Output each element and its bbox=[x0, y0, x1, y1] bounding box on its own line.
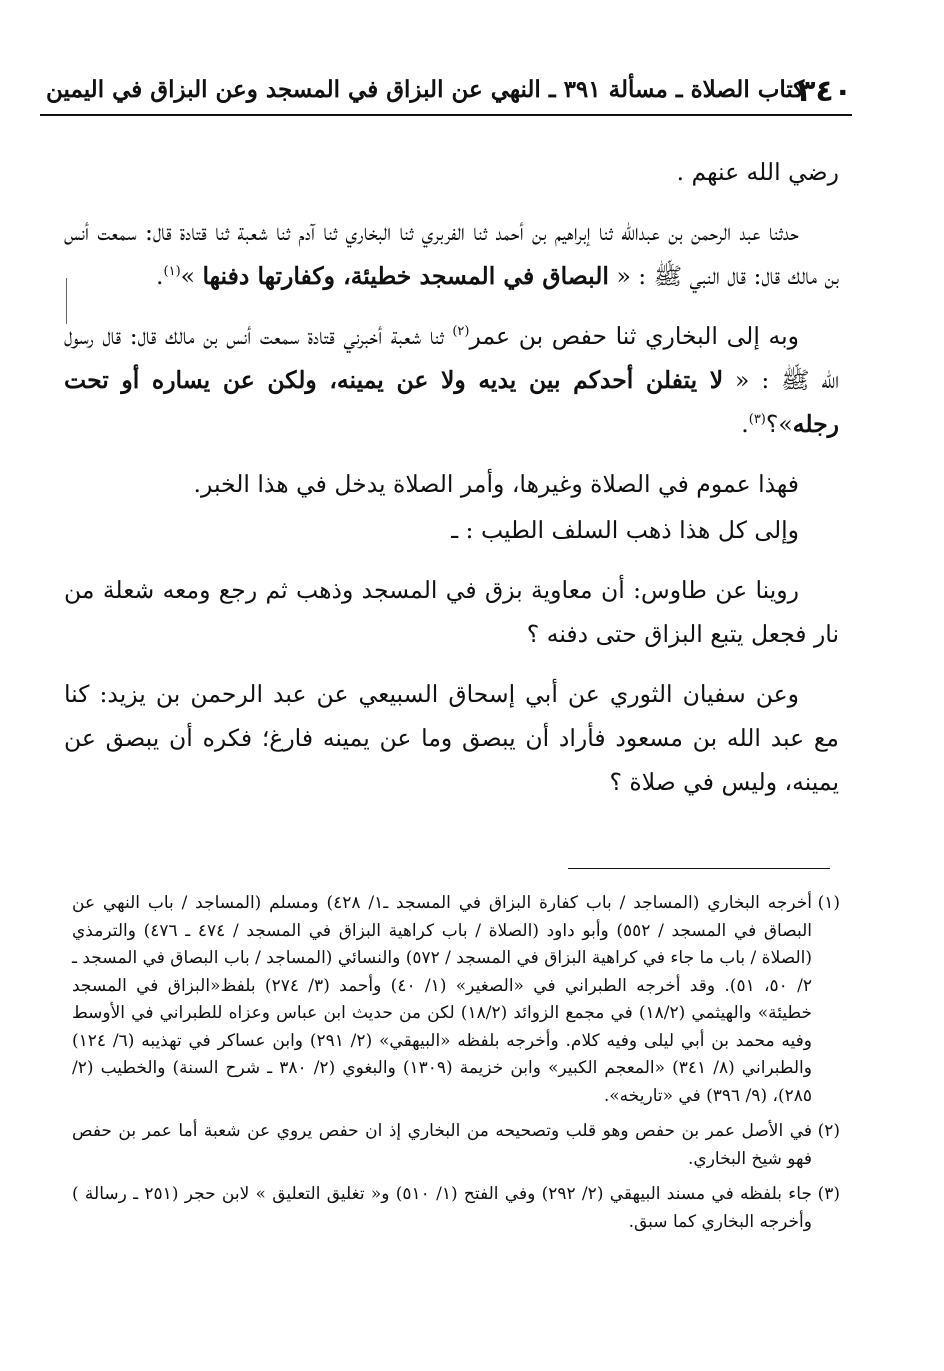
paragraph-7: وعن سفيان الثوري عن أبي إسحاق السبيعي عن عبد الرحمن بن يزيد: كنا مع عبد الله بن مسعود فأراد أن يبصق وما عن يمينه فارغ؛ فكره أن يبصق عن يمينه، وليس في صلاة ؟ bbox=[64, 680, 839, 796]
footnote-ref-2: (٢) bbox=[452, 324, 470, 340]
footnote-3 bbox=[72, 1181, 840, 1236]
paragraph-6: روينا عن طاوس: أن معاوية بزق في المسجد وذهب ثم رجع ومعه شعلة من نار فجعل يتبع البزاق حتى دفنه ؟ bbox=[64, 576, 839, 648]
paragraph-3 bbox=[64, 314, 839, 446]
footnote-number: (٣) bbox=[817, 1184, 840, 1204]
paragraph-1: رضي الله عنهم . bbox=[676, 158, 839, 186]
footnote-separator bbox=[568, 868, 830, 869]
isnad-text: وبه إلى البخاري ثنا حفص بن عمر bbox=[469, 322, 799, 350]
footnote-ref-3: (٣) bbox=[748, 412, 766, 428]
main-text bbox=[64, 150, 839, 820]
paragraph-2 bbox=[64, 210, 839, 298]
hadith-text: البصاق في المسجد خطيئة، وكفارتها دفنها bbox=[202, 262, 609, 290]
paragraph-4: فهذا عموم في الصلاة وغيرها، وأمر الصلاة يدخل في هذا الخبر. bbox=[193, 470, 799, 498]
footnote-text: جاء بلفظه في مسند البيهقي (٢/ ٢٩٢) وفي الفتح (١/ ٥١٠) و« تغليق التعليق » لابن حجر (٢٥١ ـ رسالة ) وأخرجه البخاري كما سبق. bbox=[72, 1184, 812, 1232]
footnote-ref-1: (١) bbox=[163, 264, 181, 280]
footnotes bbox=[72, 890, 840, 1244]
running-title: كتاب الصلاة ـ مسألة ٣٩١ ـ النهي عن البزاق في المسجد وعن البزاق في اليمين bbox=[46, 76, 805, 103]
footnote-text: أخرجه البخاري (المساجد / باب كفارة البزاق في المسجد ـ١/ ٤٢٨) ومسلم (المساجد / باب النهي عن البصاق في المسجد / ٥٥٢) وأبو داود (الصلاة / باب كراهية البزاق في المسجد / ٤٧٤ ـ ٤٧٦) والترمذي (الصلاة / باب ما جاء في كراهية البزاق في المسجد / ٥٧٢) والنسائي (المساجد / باب البصاق في المسجد ـ ٢/ ٥٠، ٥١). وقد أخرجه الطبراني في «الصغير» (١/ ٤٠) وأحمد (٣/ ٢٧٤) بلفظ«البزاق في المسجد خطيئة» والهيثمي (١٨/٢) في مجمع الزوائد (١٨/٢) لكن من حديث ابن عباس وعزاه للطبراني في الأوسط وفيه محمد بن أبي ليلى وفيه كلام. وأخرجه بلفظه «البيهقي» (٢/ ٢٩١) وابن عساكر في تهذيبه (٦/ ١٢٤) والطبراني (٨/ ٣٤١) «المعجم الكبير» وابن خزيمة (١٣٠٩) والبغوي (٢/ ٣٨٠ ـ شرح السنة) والخطيب (٢/ ٢٨٥)، (٩/ ٣٩٦) في «تاريخه». bbox=[72, 893, 813, 1106]
footnote-2 bbox=[72, 1118, 840, 1173]
isnad-text: حدثنا عبد الرحمن بن عبدالله ثنا إبراهيم بن أحمد ثنا الفربري ثنا البخاري ثنا آدم ثنا شعبة ثنا قتادة قال: سمعت أنس بن مالك قال: قال النبي ﷺ : « bbox=[64, 218, 839, 290]
isnad-text-cont: ثنا شعبة أخبرني قتادة سمعت أنس بن مالك قال: قال رسول الله ﷺ : « bbox=[64, 322, 839, 394]
footnote-number: (٢) bbox=[817, 1121, 840, 1141]
footnote-text: في الأصل عمر بن حفص وهو قلب وتصحيحه من البخاري إذ ان حفص يروي عن شعبة أما عمر بن حفص فهو شيخ البخاري. bbox=[72, 1121, 812, 1169]
hadith-text: لا يتفلن أحدكم بين يديه ولا عن يمينه، ولكن عن يساره أو تحت رجله bbox=[64, 366, 839, 438]
quote-close: »؟ bbox=[765, 410, 793, 438]
period: . bbox=[741, 410, 749, 438]
footnote-number: (١) bbox=[817, 893, 840, 913]
quote-close: » bbox=[180, 262, 196, 290]
period: . bbox=[156, 262, 164, 290]
footnote-1 bbox=[72, 890, 840, 1110]
paragraph-5: وإلى كل هذا ذهب السلف الطيب : ـ bbox=[451, 516, 799, 544]
page-number: ٣٤٠ bbox=[797, 74, 852, 109]
page-header bbox=[40, 70, 852, 116]
